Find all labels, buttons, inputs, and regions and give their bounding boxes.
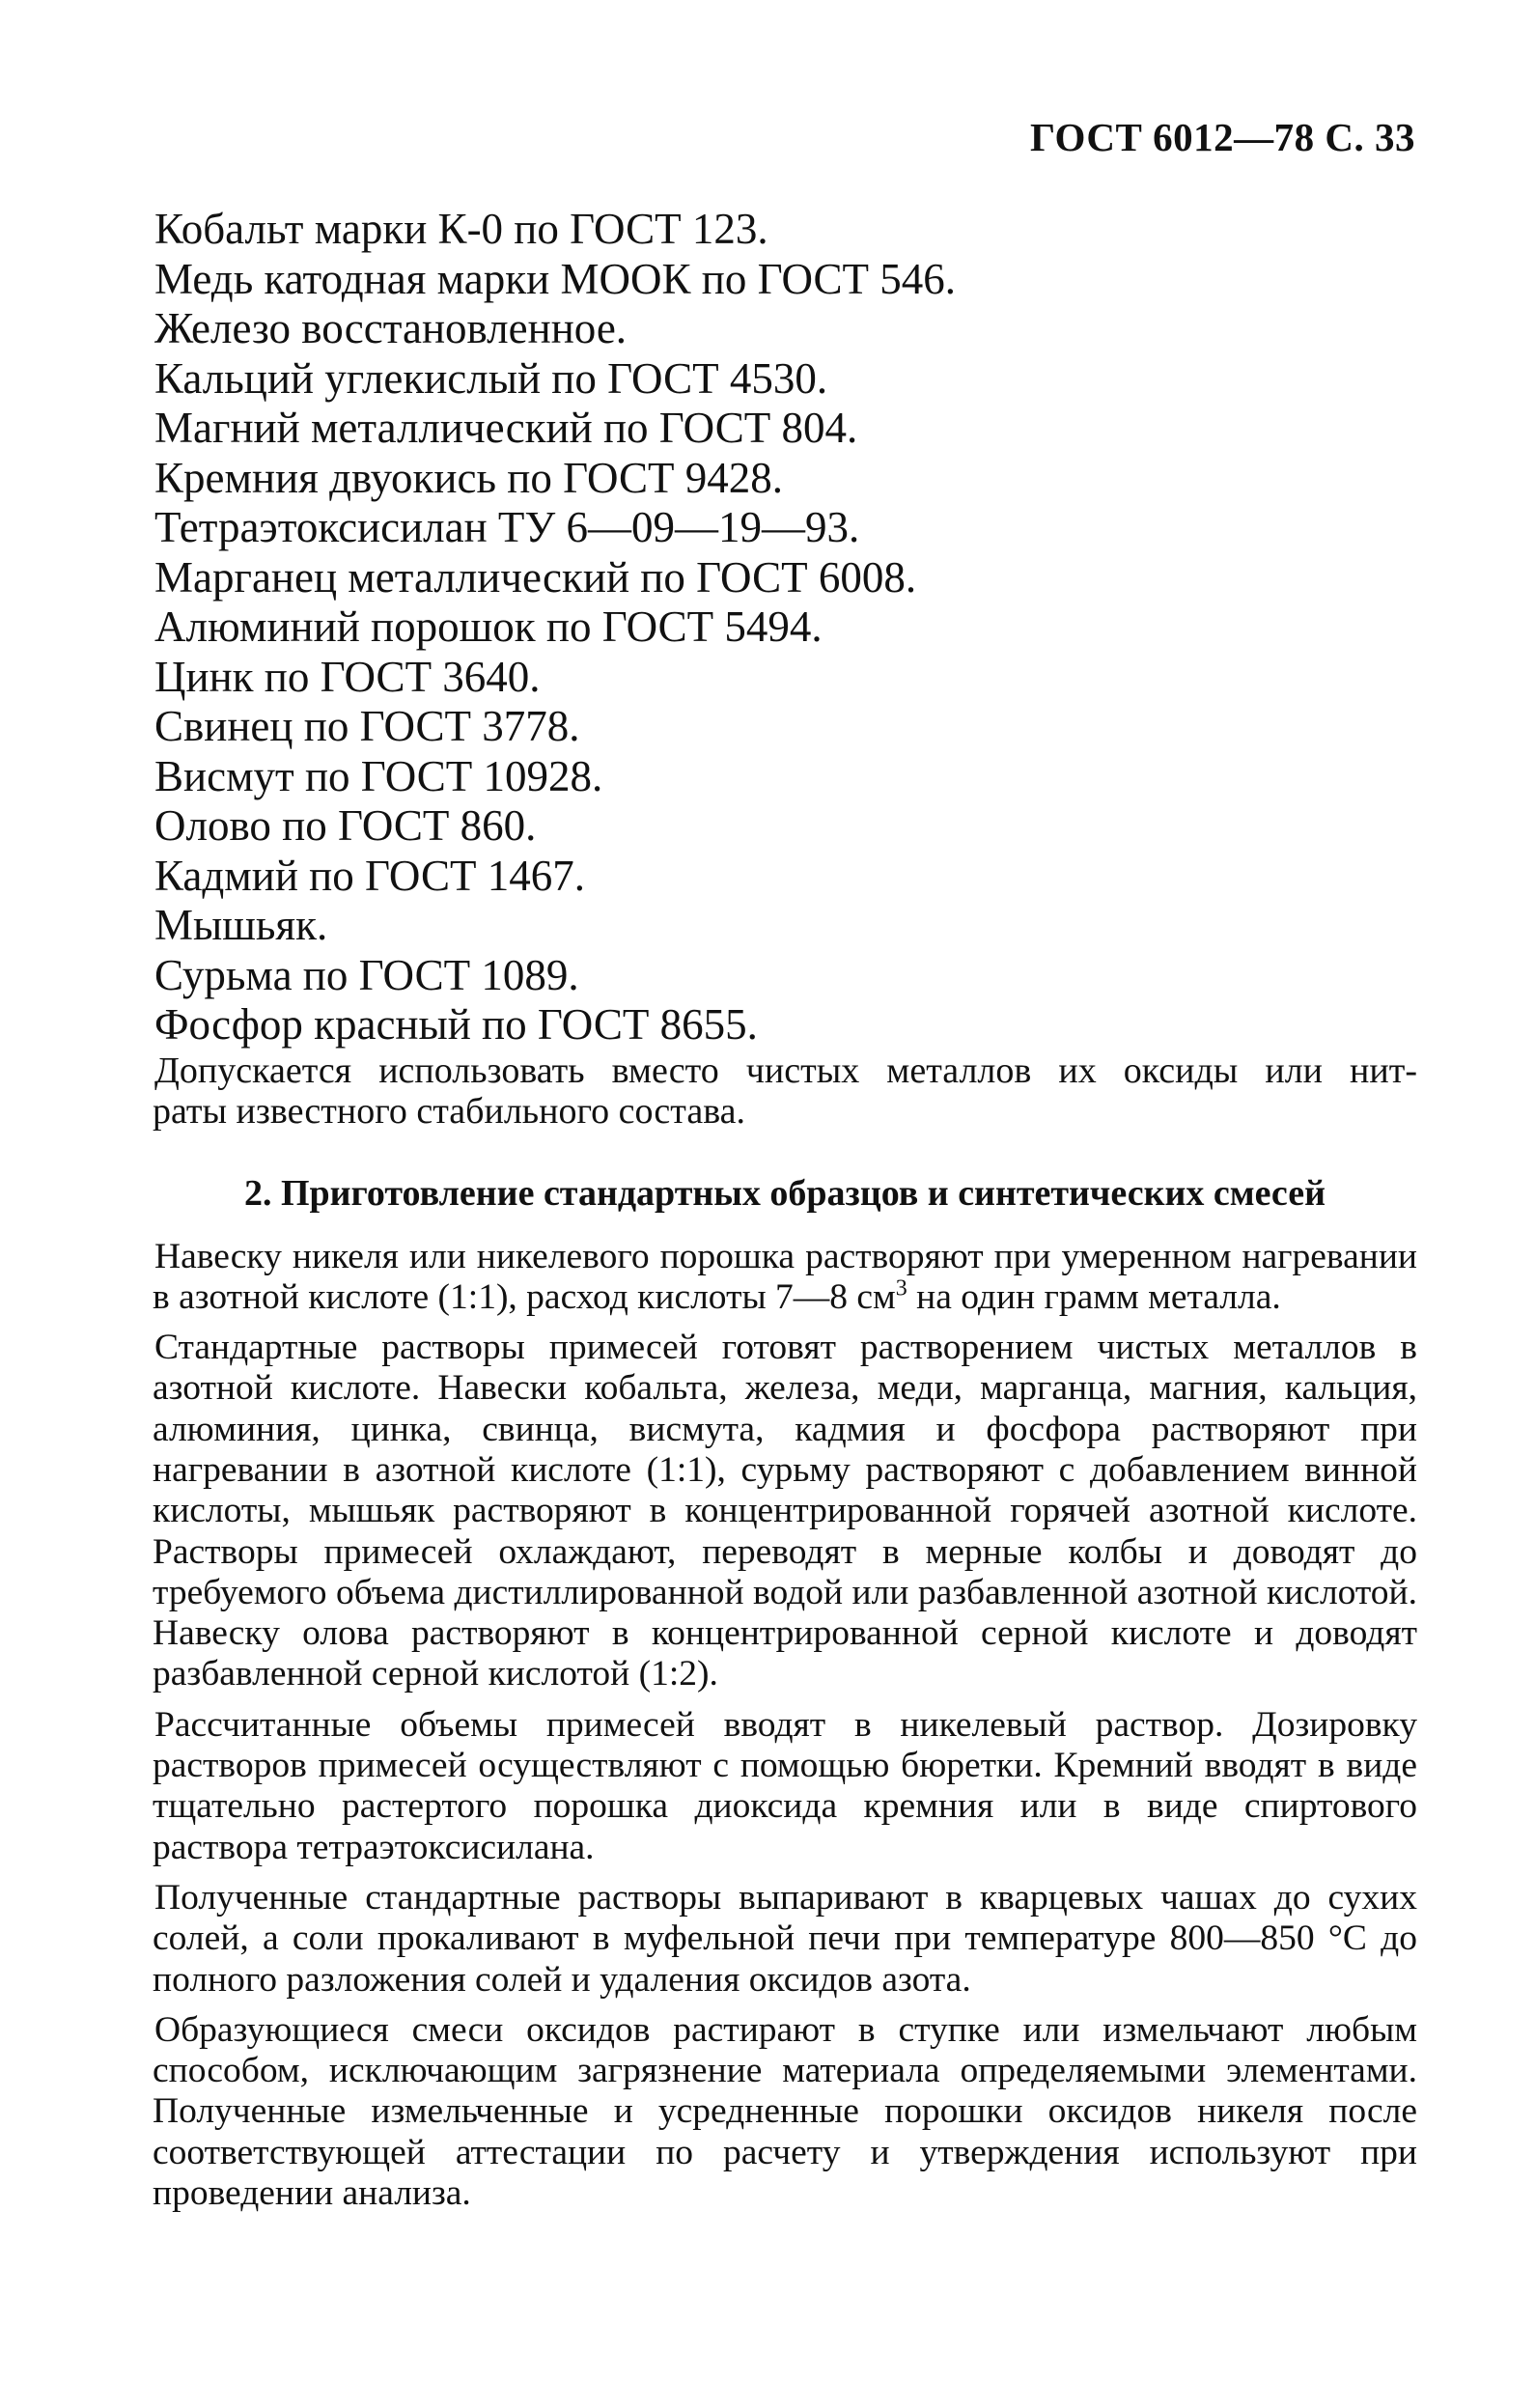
paragraph-evaporation: Полученные стандартные растворы выпаривают в кварцевых чашах до сухих солей, а соли прокаливают в муфельной печи при температуре 800—850 °С до полного разложения солей и удаления оксидов азота. xyxy=(153,1877,1417,2000)
paragraph-dosing: Рассчитанные объемы примесей вводят в никелевый раствор. Дозировку растворов примесей осуществляют с помощью бюретки. Кремний вводят в виде тщательно растертого порошка диоксида кремния или в виде спиртового раствора тетраэтоксисилана. xyxy=(153,1704,1417,1867)
page-header: ГОСТ 6012—78 С. 33 xyxy=(1029,115,1415,159)
list-item: Цинк по ГОСТ 3640. xyxy=(154,652,541,701)
list-item: Висмут по ГОСТ 10928. xyxy=(154,751,603,800)
paragraph-standard-solutions: Стандартные растворы примесей готовят растворением чистых металлов в азотной кислоте. Навески кобальта, железа, меди, марганца, магния, кальция, алюминия, цинка, свинца, висмута, кадмия и фосфора растворяют при нагревании в азотной кислоте (1:1), сурьму растворяют с добавлением винной кислоты, мышьяк растворяют в концентрированной горячей азотной кислоте. Растворы примесей охлаждают, переводят в мерные колбы и доводят до требуемого объема дистиллированной водой или разбавленной азотной кислотой. Навеску олова растворяют в концентрированной серной кислоте и доводят разбавленной серной кислотой (1:2). xyxy=(153,1328,1417,1694)
superscript: 3 xyxy=(895,1275,907,1302)
oxides-note xyxy=(153,1050,1417,1133)
materials-list xyxy=(153,205,1417,1050)
oxides-note-line1: Допускается использовать вместо чистых металлов их оксиды или нит- xyxy=(154,1050,1417,1091)
oxides-note-line2: раты известного стабильного состава. xyxy=(153,1091,746,1132)
list-item: Тетраэтоксисилан ТУ 6—09—19—93. xyxy=(154,503,860,551)
paragraph-dissolution-tail: на один грамм металла. xyxy=(907,1276,1281,1317)
list-item: Марганец металлический по ГОСТ 6008. xyxy=(154,552,917,602)
list-item: Магний металлический по ГОСТ 804. xyxy=(154,404,858,452)
list-item: Мышьяк. xyxy=(154,901,328,949)
paragraph-dissolution xyxy=(153,1237,1417,1319)
list-item: Кальций углекислый по ГОСТ 4530. xyxy=(154,353,828,403)
list-item: Медь катодная марки МООК по ГОСТ 546. xyxy=(154,254,957,303)
section-title: 2. Приготовление стандартных образцов и синтетических смесей xyxy=(243,1172,1326,1214)
list-item: Свинец по ГОСТ 3778. xyxy=(154,702,580,750)
paragraph-grinding: Образующиеся смеси оксидов растирают в ступке или измельчают любым способом, исключающим загрязнение материала определяемыми элементами. Полученные измельченные и усредненные порошки оксидов никеля после соответствующей аттестации по расчету и утверждения используют при проведении анализа. xyxy=(153,2009,1417,2214)
list-item: Кремния двуокись по ГОСТ 9428. xyxy=(154,453,784,502)
list-item: Кадмий по ГОСТ 1467. xyxy=(154,851,585,900)
paragraph-dissolution-text: Навеску никеля или никелевого порошка растворяют при умеренном нагревании в азотной кислоте (1:1), расход кислоты 7—8 см xyxy=(153,1236,1417,1317)
list-item: Олово по ГОСТ 860. xyxy=(154,801,537,850)
list-item: Фосфор красный по ГОСТ 8655. xyxy=(154,1000,758,1049)
list-item: Алюминий порошок по ГОСТ 5494. xyxy=(154,602,823,651)
list-item: Железо восстановленное. xyxy=(154,304,628,352)
list-item: Кобальт марки К-0 по ГОСТ 123. xyxy=(154,205,768,253)
document-body xyxy=(153,205,1417,2224)
list-item: Сурьма по ГОСТ 1089. xyxy=(154,950,579,999)
